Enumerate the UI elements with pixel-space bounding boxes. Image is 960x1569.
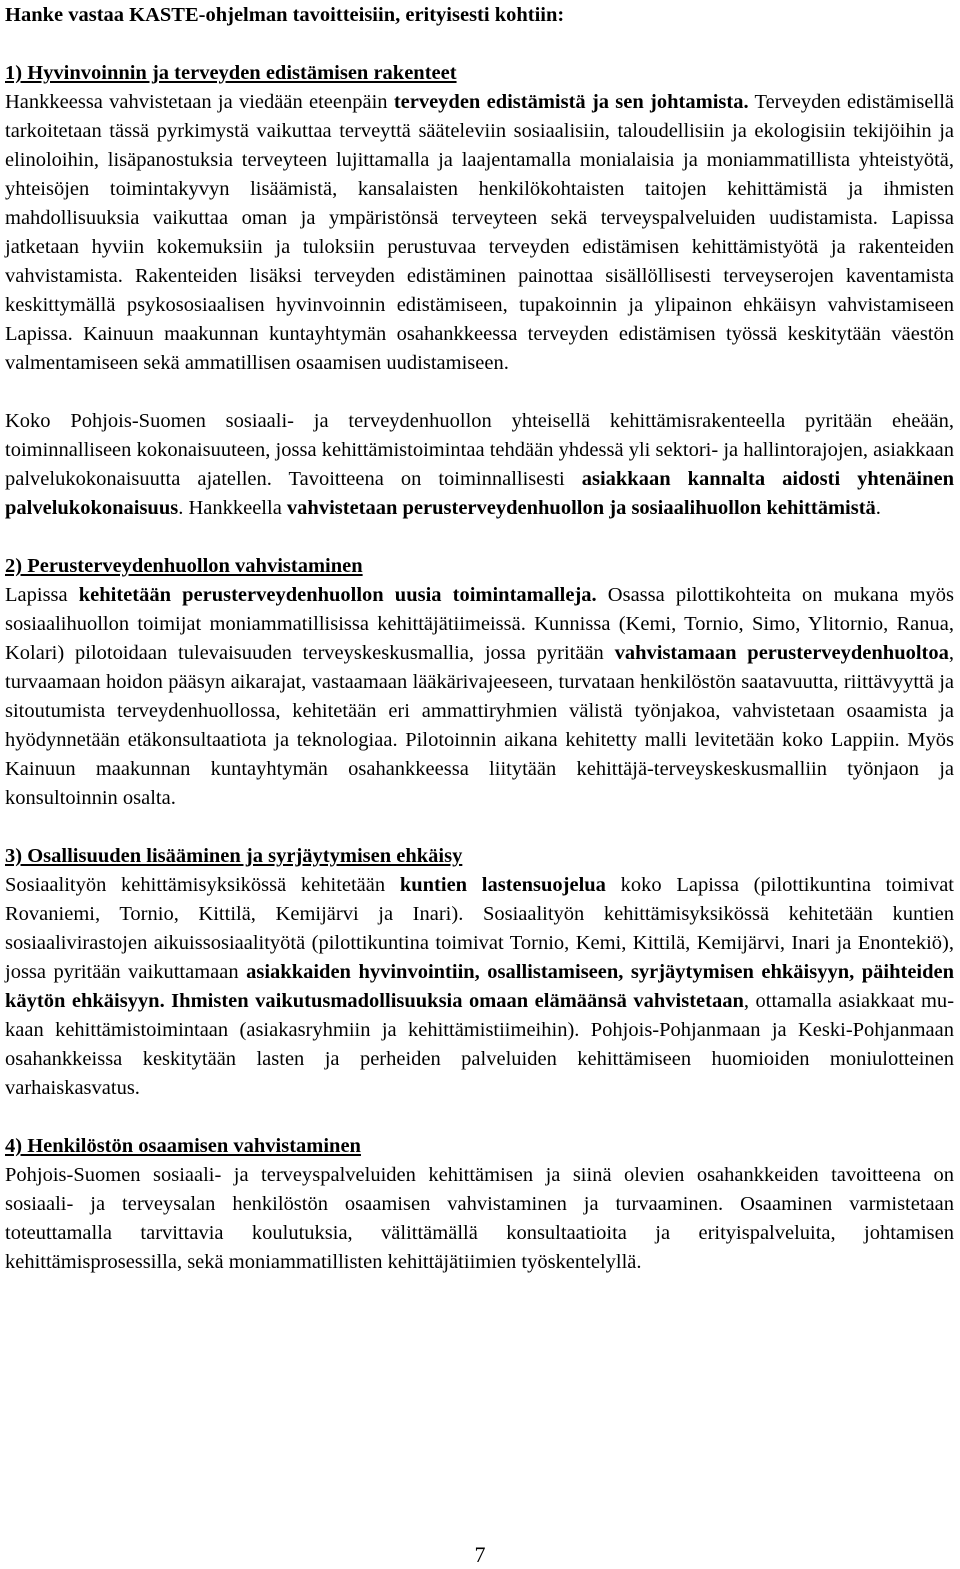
body-text: Hankkeessa vahvistetaan ja viedään eteenpäin	[5, 91, 394, 113]
spacer	[5, 30, 954, 59]
paragraph	[5, 88, 954, 378]
emphasis-text: terveyden edistämistä ja sen johtamista.	[393, 91, 749, 113]
document-page	[5, 0, 954, 1277]
document-heading: Hanke vastaa KASTE-ohjelman tavoitteisiin, erityisesti kohtiin:	[5, 4, 565, 26]
paragraph	[5, 871, 954, 1103]
emphasis-text: kuntien lastensuojelua	[399, 874, 606, 896]
paragraph	[5, 581, 954, 813]
body-text: , turvaamaan hoidon pääsyn aikarajat, vastaamaan lääkärivajeeseen, turvataan henkilöstön saatavuutta, riittävyyttä ja sitoutumista terveydenhuollossa, kehitetään eri ammattiryhmien välistä työnjakoa, vahvistetaan osaamista ja hyödynnetään etäkonsultaatiota ja teknologiaa. Pilotoinnin aikana kehitetty malli levitetään koko Lappiin. Myös Kainuun maakunnan kuntayhtymän osahankkeessa liitytään kehittäjä-terveyskeskusmalliin työnjaon ja konsultoinnin osalta.	[5, 642, 954, 809]
emphasis-text: vahvistetaan perusterveydenhuollon ja sosiaalihuollon kehittämistä	[286, 497, 876, 519]
page-number: 7	[474, 1542, 486, 1567]
body-text: Sosiaalityön kehittämisyksikössä kehitetään	[5, 874, 400, 896]
spacer	[5, 378, 954, 407]
body-text: .	[875, 497, 881, 519]
section-staff-competence	[5, 1132, 954, 1277]
body-text: Lapissa	[5, 584, 79, 606]
body-text: , ottamalla asiakkaat mukaan kehittämistoimintaan (asiakasryhmiin ja kehittämistiimeihin). Pohjois-Pohjanmaan ja Keski-Pohjanmaan osahankkeissa keskitytään lasten ja perheiden palveluiden kehittämiseen huomioiden moniulotteinen varhaiskasvatus.	[5, 990, 955, 1099]
paragraph	[5, 407, 954, 523]
body-text: Terveyden edistämisellä tarkoitetaan tässä pyrkimystä vaikuttaa terveyttä sääteleviin sosiaalisiin, taloudellisiin ja ekologisiin tekijöihin ja elinoloihin, lisäpanostuksia terveyteen lujittamalla ja laajentamalla monialaisia ja moniammatillista yhteistyötä, yhteisöjen toimintakyvyn lisäämistä, kansalaisten henkilökohtaisten taitojen kehittämistä ja ihmisten mahdollisuuksia vaikuttaa oman ja ympäristönsä terveyteen sekä terveyspalveluiden uudistamista. Lapissa jatketaan hyviin kokemuksiin ja tuloksiin perustuvaa terveyden edistämisen kehittämistyötä ja rakenteiden vahvistamista. Rakenteiden lisäksi terveyden edistäminen painottaa sisällöllisesti terveyserojen kaventamista keskittymällä psykososiaalisen hyvinvoinnin edistämiseen, tupakoinnin ja ylipainon ehkäisyn vahvistamiseen Lapissa. Kainuun maakunnan kuntayhtymän osahankkeessa terveyden edistämisen työssä keskitytään väestön valmentamiseen sekä ammatillisen osaamisen uudistamiseen.	[5, 91, 954, 374]
emphasis-text: kehitetään perusterveydenhuollon uusia toimintamalleja.	[78, 584, 597, 606]
spacer	[5, 1103, 954, 1132]
emphasis-text: asiakkaiden hyvinvointiin, osallistamiseen, syrjäytymisen ehkäisyyn, päihteiden käytön ehkäisyyn. Ihmisten vaikutusmadollisuuksia omaan elämäänsä vahvistetaan	[5, 961, 955, 1012]
emphasis-text: asiakkaan kannalta aidosti yhtenäinen palvelukokonaisuus	[5, 468, 954, 519]
body-text: . Hankkeella	[178, 497, 287, 519]
body-text: koko Lapissa (pilottikuntina toimivat Rovaniemi, Tornio, Kittilä, Kemijärvi ja Inari). Sosiaalityön kehittämisyksikössä kehitetään kuntien sosiaalivirastojen aikuissosiaalityötä (pilottikuntina toimivat Tornio, Kemi, Kittilä, Kemijärvi, Inari ja Enontekiö), jossa pyritään vaikuttamaan	[5, 874, 954, 983]
body-text: Pohjois-Suomen sosiaali- ja terveyspalveluiden kehittämisen ja siinä olevien osahankkeiden tavoitteena on sosiaali- ja terveysalan henkilöstön osaamisen vahvistaminen ja turvaaminen. Osaaminen varmistetaan toteuttamalla tarvittavia koulutuksia, välittämällä konsultaatioita ja erityispalveluita, johtamisen kehittämisprosessilla, sekä moniammatillisten kehittäjätiimien työskentelyllä.	[5, 1164, 954, 1273]
emphasis-text: vahvistamaan perusterveydenhuoltoa	[614, 642, 949, 664]
section-title: 3) Osallisuuden lisääminen ja syrjäytymisen ehkäisy	[5, 845, 463, 867]
spacer	[5, 813, 954, 842]
section-wellbeing	[5, 59, 954, 523]
body-text: Koko Pohjois-Suomen sosiaali- ja terveydenhuollon yhteisellä kehittämisrakenteella pyritään eheään, toiminnalliseen kokonaisuuteen, jossa kehittämistoimintaa tehdään yhdessä yli sektori- ja hallintorajojen, asiakkaan palvelukokonaisuutta ajatellen. Tavoitteena on toiminnallisesti	[5, 410, 954, 490]
section-title: 1) Hyvinvoinnin ja terveyden edistämisen rakenteet	[5, 62, 457, 84]
section-primary-care	[5, 552, 954, 813]
section-title: 2) Perusterveydenhuollon vahvistaminen	[5, 555, 363, 577]
spacer	[5, 523, 954, 552]
paragraph	[5, 1161, 954, 1277]
section-title: 4) Henkilöstön osaamisen vahvistaminen	[5, 1135, 361, 1157]
body-text: Osassa pilottikohteita on mukana myös sosiaalihuollon toimijat moniammatillisissa kehittäjätiimeissä. Kunnissa (Kemi, Tornio, Simo, Ylitornio, Ranua, Kolari) pilotoidaan tulevaisuuden terveyskeskusmallia, jossa pyritään	[5, 584, 954, 664]
section-inclusion	[5, 842, 954, 1103]
